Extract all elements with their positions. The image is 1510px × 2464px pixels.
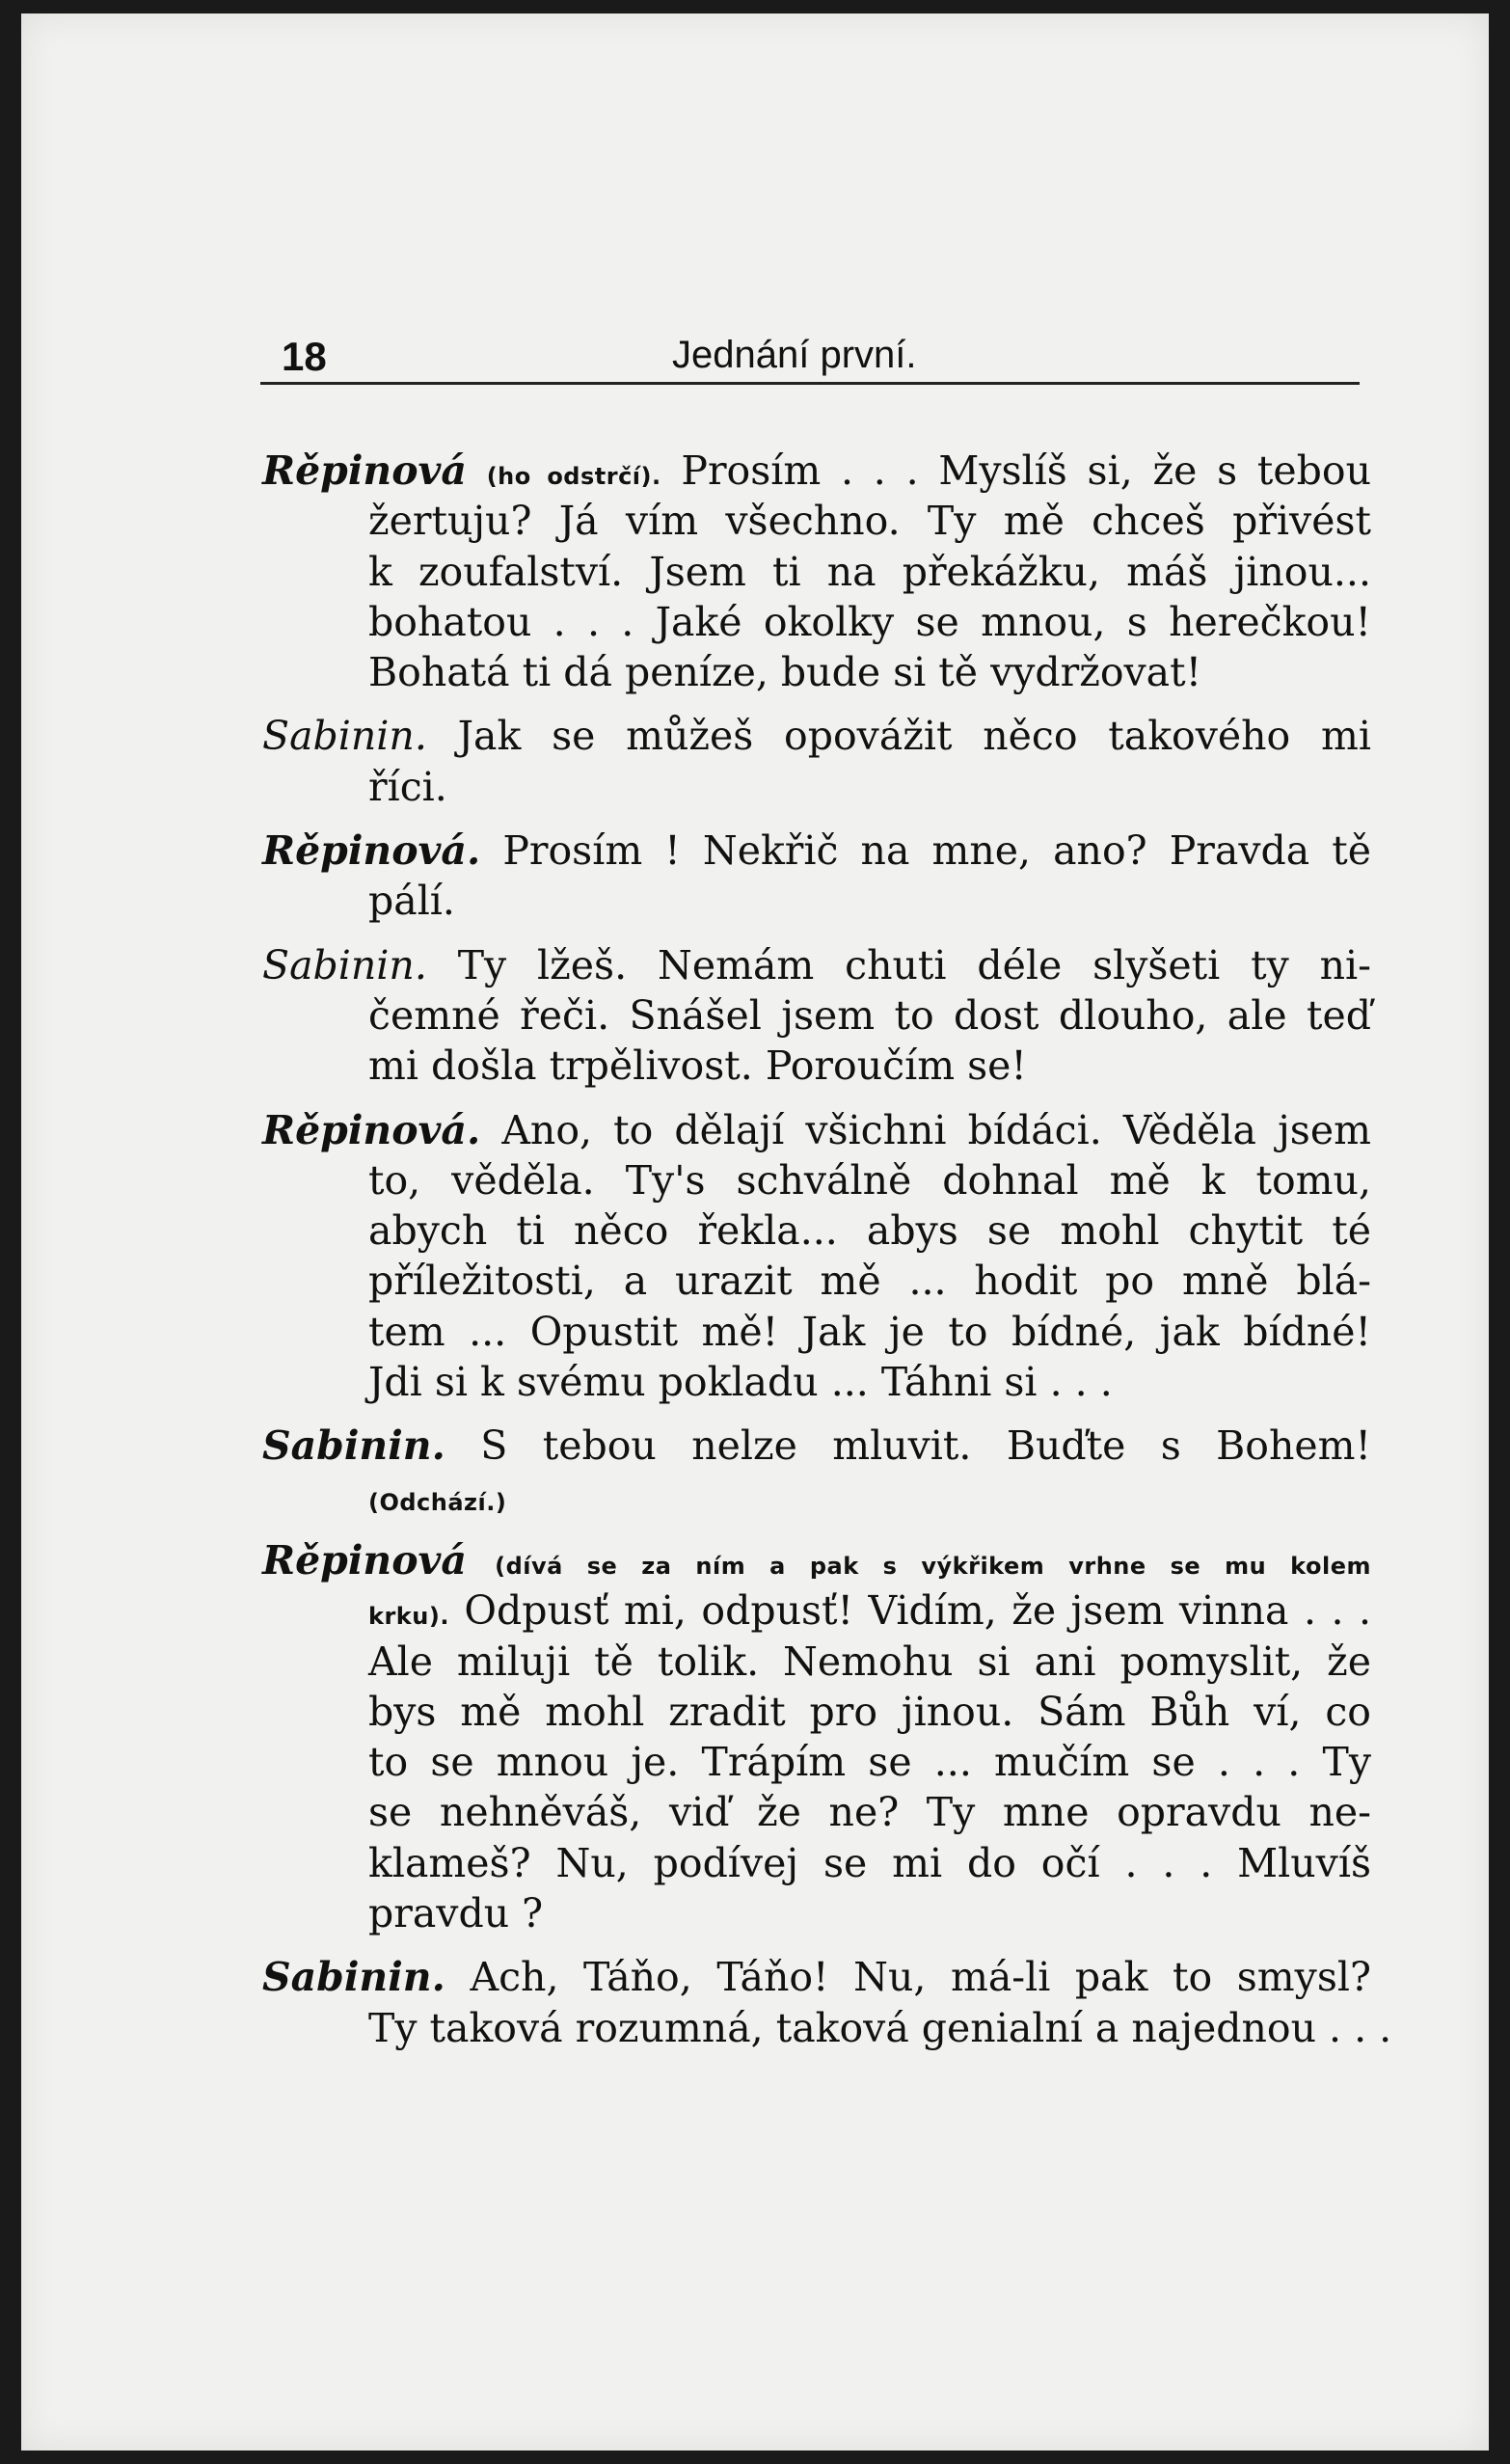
speech: Odpusť mi, odpusť! Vidím, že jsem vinna . . .	[464, 1587, 1371, 1635]
page-number: 18	[282, 334, 327, 379]
speech: mi došla trpělivost. Poroučím se!	[368, 1042, 1027, 1090]
text-line	[262, 647, 1371, 697]
text-line	[262, 1838, 1371, 1888]
speech: pálí.	[368, 878, 455, 925]
speaker-name: Sabinin.	[262, 941, 427, 988]
text-line	[262, 1256, 1371, 1306]
speech: to se mnou je. Trápím se ... mučím se . . . Ty	[368, 1739, 1371, 1786]
speech: žertuju? Já vím všechno. Ty mě chceš přivést	[368, 498, 1371, 545]
text-line	[262, 1421, 1371, 1471]
speech: klameš? Nu, podívej se mi do očí . . . Mluvíš	[368, 1839, 1371, 1886]
text-line	[262, 762, 1371, 812]
text-line	[262, 1472, 1371, 1522]
text-line	[262, 1357, 1371, 1407]
text-line	[262, 876, 1371, 926]
running-head: Jednání první.	[672, 334, 917, 376]
text-line	[262, 2003, 1392, 2053]
speech: Ty lžeš. Nemám chuti déle slyšeti ty ni-	[457, 941, 1371, 988]
stage-direction: krku).	[368, 1603, 449, 1631]
speech: se nehněváš, viď že ne? Ty mne opravdu ne-	[368, 1789, 1371, 1836]
speech: Bohatá ti dá peníze, bude si tě vydržovat!	[368, 649, 1202, 696]
speech: abych ti něco řekla... abys se mohl chytit té	[368, 1207, 1371, 1255]
speech: tem ... Opustit mě! Jak je to bídné, jak bídné!	[368, 1308, 1371, 1355]
text-line	[262, 1687, 1371, 1737]
speech: bohatou . . . Jaké okolky se mnou, s herečkou!	[368, 598, 1371, 645]
speaker-name: Rěpinová	[262, 447, 467, 494]
header-rule	[260, 382, 1360, 385]
speaker-name: Rěpinová	[262, 1536, 467, 1584]
speaker-name: Sabinin.	[262, 1422, 445, 1470]
text-line	[262, 1888, 1371, 1938]
speech: čemné řeči. Snášel jsem to dost dlouho, ale teď	[368, 991, 1371, 1039]
speech: Ano, to dělají všichni bídáci. Věděla jsem	[501, 1106, 1371, 1153]
text-line	[262, 446, 1371, 496]
stage-direction: (ho odstrčí).	[486, 463, 661, 490]
speech: říci.	[368, 763, 447, 810]
text-line	[262, 1787, 1371, 1837]
text-line	[262, 990, 1371, 1041]
speaker-name: Sabinin.	[262, 713, 427, 760]
text-line	[262, 1637, 1371, 1687]
speech: Prosím . . . Myslíš si, že s tebou	[681, 447, 1371, 494]
text-line	[262, 1105, 1371, 1155]
speech: Ty taková rozumná, taková genialní a najednou . . .	[368, 2004, 1392, 2051]
text-line	[262, 940, 1371, 990]
speech: Jak se můžeš opovážit něco takového mi	[457, 713, 1371, 760]
speech: pravdu ?	[368, 1890, 544, 1937]
text-line	[262, 1535, 1371, 1585]
speech: příležitosti, a urazit mě ... hodit po mně blá-	[368, 1258, 1371, 1305]
text-line	[262, 826, 1371, 876]
stage-direction: (Odchází.)	[368, 1488, 507, 1516]
text-line	[262, 597, 1371, 647]
speaker-name: Rěpinová.	[262, 827, 481, 875]
dialogue-text	[262, 446, 1392, 2053]
text-line	[262, 711, 1371, 761]
speech: Jdi si k svému pokladu ... Táhni si . . .	[368, 1359, 1113, 1406]
stage-direction: (dívá se za ním a pak s výkřikem vrhne se mu kolem	[495, 1552, 1371, 1580]
speech: bys mě mohl zradit pro jinou. Sám Bůh ví, co	[368, 1688, 1371, 1735]
speech: Ach, Táňo, Táňo! Nu, má-li pak to smysl?	[470, 1954, 1371, 2001]
text-line	[262, 1585, 1371, 1636]
speech: Ale miluji tě tolik. Nemohu si ani pomyslit, že	[368, 1638, 1371, 1685]
text-line	[262, 1737, 1371, 1787]
speech: S tebou nelze mluvit. Buďte s Bohem!	[480, 1422, 1371, 1470]
text-line	[262, 496, 1371, 546]
text-line	[262, 1205, 1371, 1256]
speech: Prosím ! Nekřič na mne, ano? Pravda tě	[502, 827, 1371, 875]
speech: to, věděla. Ty's schválně dohnal mě k tomu,	[368, 1156, 1371, 1204]
text-line	[262, 1952, 1371, 2002]
speaker-name: Rěpinová.	[262, 1106, 481, 1153]
text-line	[262, 1155, 1371, 1205]
speaker-name: Sabinin.	[262, 1954, 445, 2001]
speech: k zoufalství. Jsem ti na překážku, máš jinou...	[368, 548, 1371, 595]
text-line	[262, 1307, 1371, 1357]
text-line	[262, 547, 1371, 597]
text-line	[262, 1041, 1371, 1091]
